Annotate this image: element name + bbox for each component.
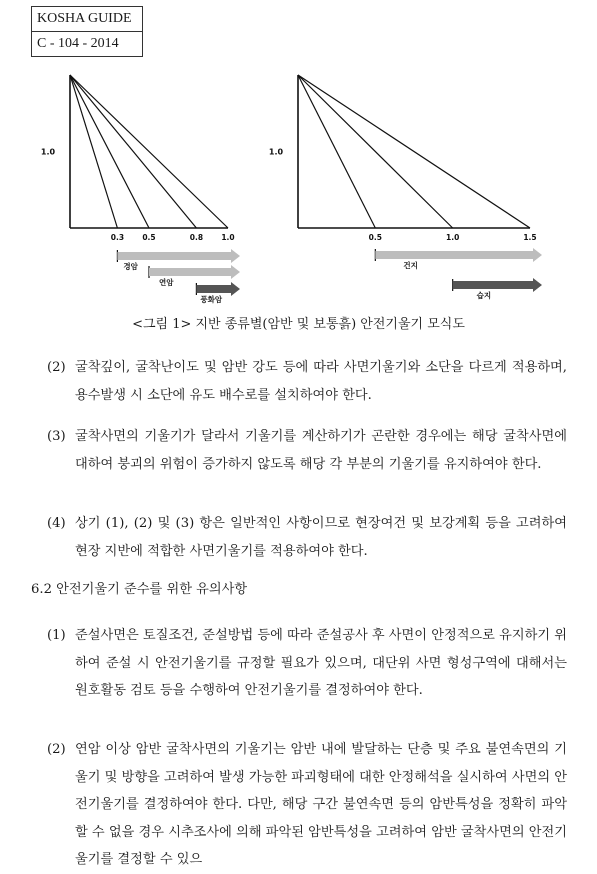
x-tick-label: 0.5 [142, 233, 156, 242]
range-label: 풍화암 [200, 295, 223, 304]
guide-name: KOSHA GUIDE [37, 11, 132, 26]
y-axis-label: 1.0 [40, 147, 56, 157]
paragraph-4 [47, 510, 567, 565]
x-tick-label: 1.0 [221, 233, 235, 242]
paragraph-text: 굴착사면의 기울기가 달라서 기울기를 계산하기가 곤란한 경우에는 해당 굴착사면에 대하여 붕괴의 위험이 증가하지 않도록 해당 각 부분의 기울기를 유지하여야 한다. [75, 429, 567, 472]
figure-caption: <그림 1> 지반 종류별(암반 및 보통흙) 안전기울기 모식도 [132, 317, 465, 332]
paragraph-2 [47, 354, 567, 409]
paragraph-text: 준설사면은 토질조건, 준설방법 등에 따라 준설공사 후 사면이 안정적으로 유지하기 위하여 준설 시 안전기울기를 규정할 필요가 있으며, 대단위 사면 형성구역에 대해서는 원호활동 검토 등을 수행하여 안전기울기를 결정하여야 한다. [75, 628, 567, 698]
paragraph-3 [47, 423, 567, 478]
slope-line [70, 75, 149, 228]
paragraph-text: 상기 (1), (2) 및 (3) 항은 일반적인 사항이므로 현장여건 및 보강계획 등을 고려하여 현장 지반에 적합한 사면기울기를 적용하여야 한다. [75, 516, 567, 559]
slope-line [298, 75, 530, 228]
slope-line [70, 75, 196, 228]
y-axis-label: 1.0 [268, 147, 284, 157]
slope-line [298, 75, 453, 228]
slope-line [298, 75, 375, 228]
range-label: 연암 [159, 278, 174, 287]
range-arrow [117, 249, 240, 263]
section-heading: 6.2 안전기울기 준수를 위한 유의사항 [31, 582, 248, 597]
range-label: 경암 [123, 262, 138, 271]
right-chart-soil [269, 75, 542, 300]
range-arrow [453, 278, 542, 292]
section-paragraph-2 [47, 736, 567, 874]
paragraph-number: (3) [47, 429, 66, 444]
paragraph-text: 연암 이상 암반 굴착사면의 기울기는 암반 내에 발달하는 단층 및 주요 불연속면의 기울기 및 방향을 고려하여 발생 가능한 파괴형태에 대한 안정해석을 실시하여 사면의 안전기울기를 결정하여야 한다. 다만, 해당 구간 불연속면 등의 암반특성을 정확히 파악할 수 없을 경우 시추조사에 의해 파악된 암반특성을 고려하여 암반 굴착사면의 안전기울기를 결정할 수 있으 [75, 742, 567, 867]
paragraph-number: (4) [47, 516, 66, 531]
guide-code: C - 104 - 2014 [32, 31, 142, 56]
x-tick-label: 1.0 [446, 233, 460, 242]
range-label: 습지 [476, 291, 492, 300]
paragraph-text: 굴착깊이, 굴착난이도 및 암반 강도 등에 따라 사면기울기와 소단을 다르게 적용하며, 용수발생 시 소단에 유도 배수로를 설치하여야 한다. [75, 360, 567, 403]
range-label: 건지 [403, 261, 418, 270]
range-arrow [375, 248, 542, 262]
x-tick-label: 0.8 [189, 233, 204, 242]
paragraph-number: (2) [47, 360, 66, 375]
paragraph-number: (1) [47, 628, 66, 643]
x-tick-label: 0.3 [110, 233, 125, 242]
range-arrow [149, 265, 240, 279]
x-tick-label: 1.5 [523, 233, 537, 242]
slope-diagram [0, 0, 597, 310]
range-arrow [196, 282, 240, 296]
x-tick-label: 0.5 [368, 233, 382, 242]
left-chart-rock [41, 75, 240, 304]
paragraph-number: (2) [47, 742, 66, 757]
section-paragraph-1 [47, 622, 567, 705]
